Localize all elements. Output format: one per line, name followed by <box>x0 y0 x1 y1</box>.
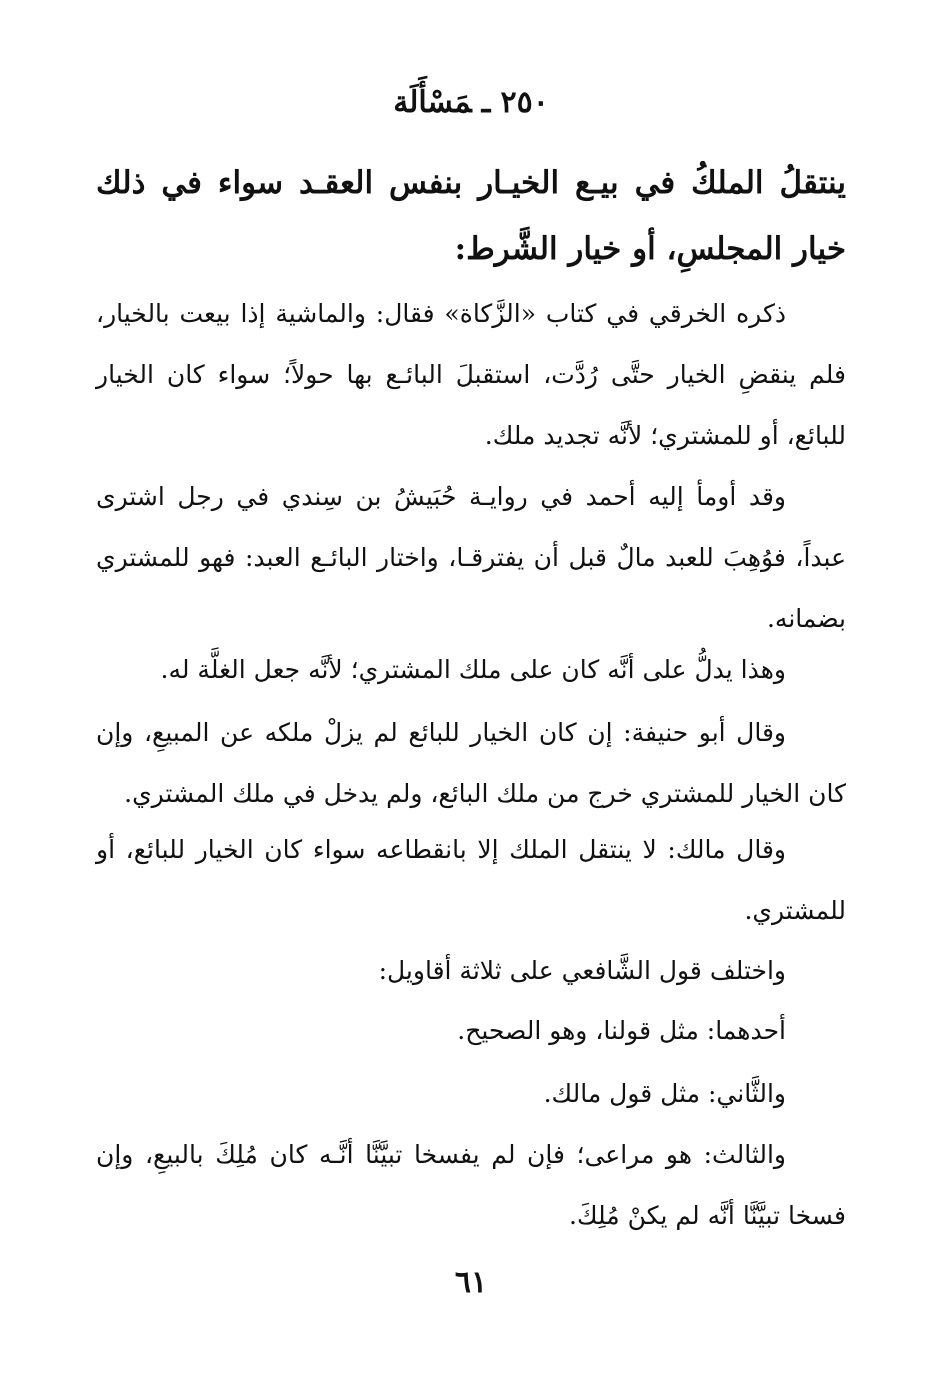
masala-dash: ـ <box>481 85 491 120</box>
paragraph-7: أحدهما: مثل قولنا، وهو الصحيح. <box>457 1016 786 1045</box>
paragraph-2: وقد أومأ إليه أحمد في روايـة حُبَيشُ بن سِندي في رجل اشترى عبداً، فوُهِبَ للعبد مالٌ قبل أن يفترقـا، واختار البائـع العبد: فهو للمشتري بضمانه. <box>96 482 846 633</box>
page-number: ٦١ <box>454 1265 488 1300</box>
paragraph-4: وقال أبو حنيفة: إن كان الخيار للبائع لم يزلْ ملكه عن المبيعِ، وإن كان الخيار للمشتري خرج من ملك البائع، ولم يدخل في ملك المشتري. <box>96 718 846 808</box>
paragraph-6: واختلف قول الشَّافعي على ثلاثة أقاويل: <box>378 956 786 985</box>
masala-number: ٢٥٠ <box>500 85 549 120</box>
masala-heading <box>0 78 942 128</box>
paragraph-3: وهذا يدلُّ على أنَّه كان على ملك المشتري؛ لأنَّه جعل الغلَّة له. <box>160 655 786 684</box>
paragraph-5: وقال مالك: لا ينتقل الملك إلا بانقطاعه سواء كان الخيار للبائع، أو للمشتري. <box>96 835 846 925</box>
paragraph-9: والثالث: هو مراعى؛ فإن لم يفسخا تبيَّنَّا أنَّـه كان مُلِكَ بالبيعِ، وإن فسخا تبيَّنَّا أنَّه لم يكنْ مُلِكَ. <box>96 1140 846 1230</box>
paragraph-1: ذكره الخرقي في كتاب «الزَّكاة» فقال: والماشية إذا بيعت بالخيار، فلم ينقضِ الخيار حتَّى رُدَّت، استقبلَ البائـع بها حولاً؛ سواء كان الخيار للبائع، أو للمشتري؛ لأنَّه تجديد ملك. <box>96 299 846 450</box>
masala-word: مَسْأَلَة <box>393 85 472 120</box>
issue-title: ينتقلُ الملكُ في بيـع الخيـار بنفس العقـد سواء في ذلك خيار المجلسِ، أو خيار الشَّرط: <box>96 165 846 267</box>
paragraph-8: والثَّاني: مثل قول مالك. <box>543 1079 786 1108</box>
